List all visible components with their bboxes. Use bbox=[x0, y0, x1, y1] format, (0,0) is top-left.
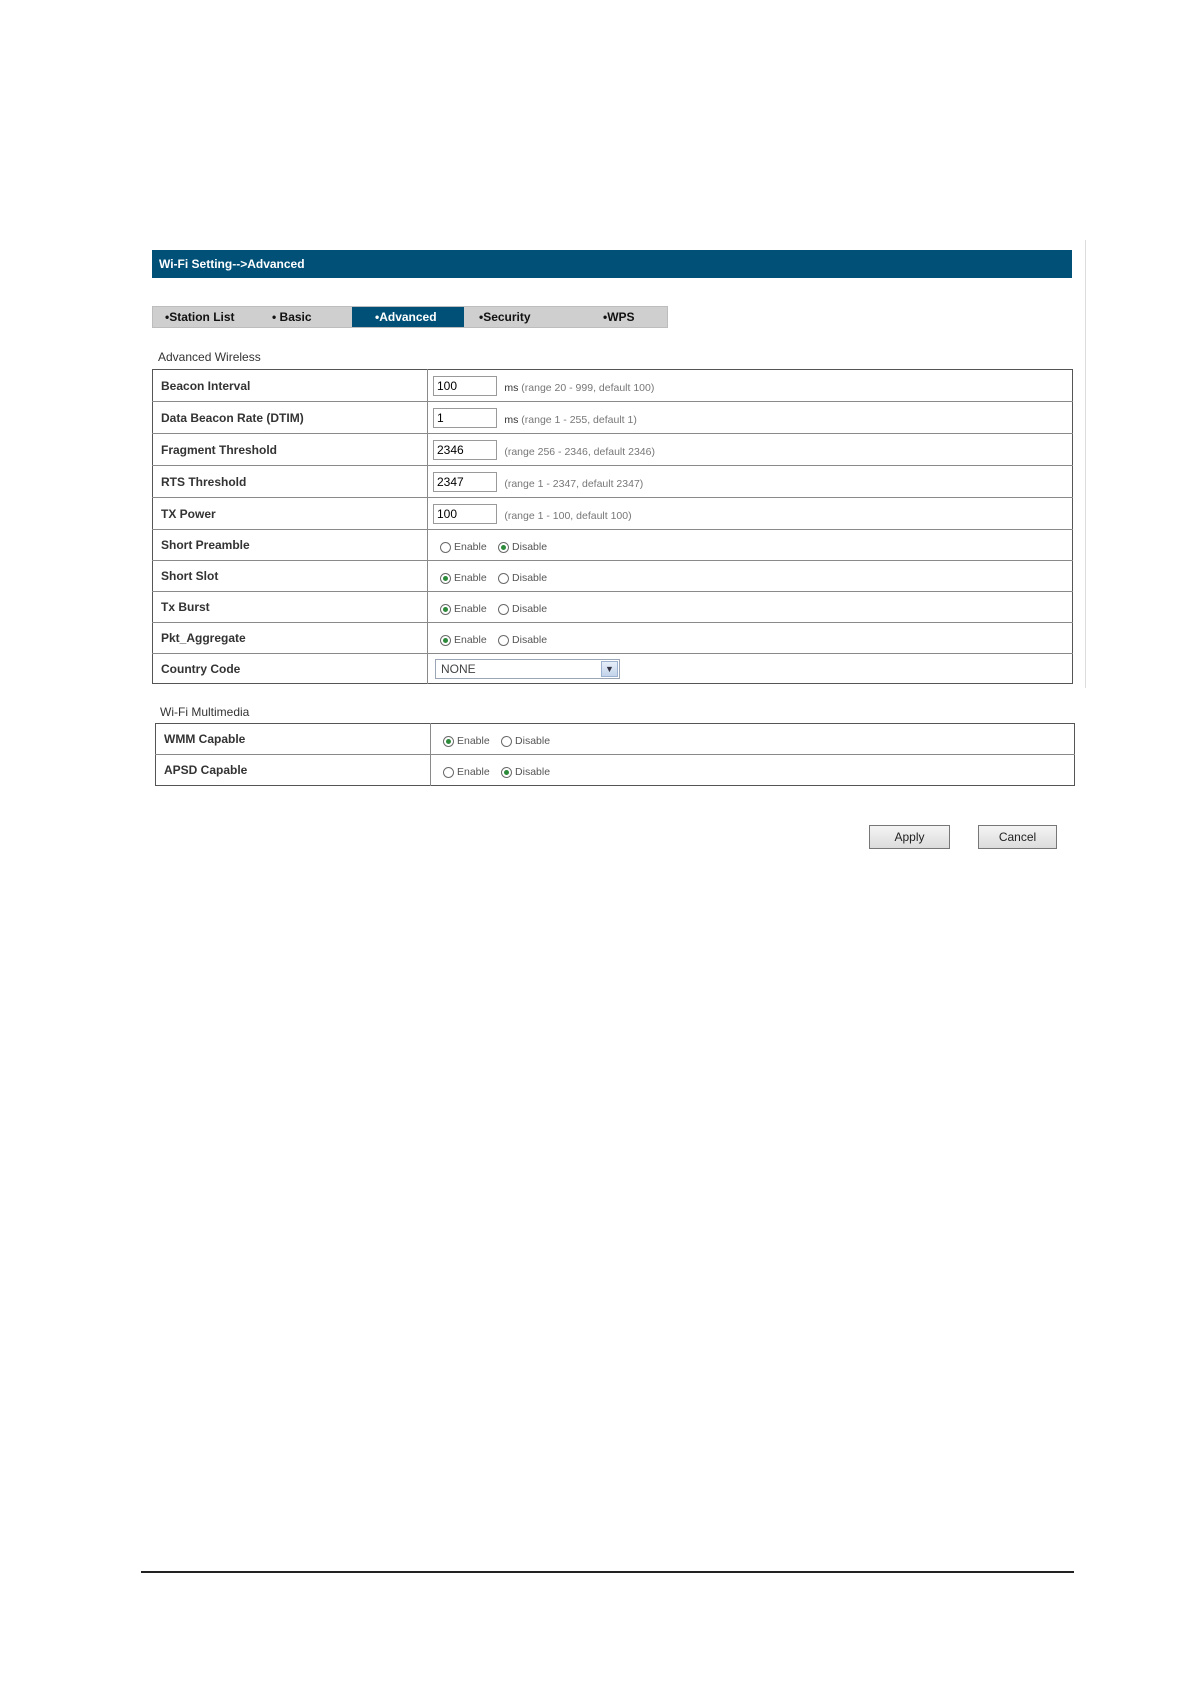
short-slot-radio-group bbox=[440, 571, 555, 585]
rts-threshold-hint: (range 1 - 2347, default 2347) bbox=[504, 477, 644, 490]
cancel-button[interactable]: Cancel bbox=[978, 825, 1057, 849]
chevron-down-icon[interactable]: ▼ bbox=[601, 661, 618, 677]
tx-burst-radio-group bbox=[440, 602, 555, 616]
tab-advanced[interactable]: •Advanced bbox=[352, 307, 464, 327]
wmm-capable-cell bbox=[431, 724, 1075, 755]
apsd-disable-radio[interactable] bbox=[501, 767, 512, 778]
apsd-capable-cell bbox=[431, 755, 1075, 786]
short-preamble-disable-label: Disable bbox=[512, 541, 548, 554]
page-title: Wi-Fi Setting-->Advanced bbox=[152, 250, 1072, 278]
short-preamble-radio-group bbox=[440, 540, 555, 554]
table-row bbox=[153, 466, 1073, 498]
short-slot-disable-label: Disable bbox=[512, 572, 548, 585]
tab-station-list[interactable]: •Station List bbox=[165, 310, 235, 324]
pkt-aggregate-enable-radio[interactable] bbox=[440, 635, 451, 646]
rts-threshold-label: RTS Threshold bbox=[153, 466, 428, 498]
wmm-enable-radio[interactable] bbox=[443, 736, 454, 747]
wifi-multimedia-title: Wi-Fi Multimedia bbox=[160, 705, 250, 719]
wmm-disable-label: Disable bbox=[515, 735, 551, 748]
fragment-threshold-input[interactable] bbox=[433, 440, 497, 460]
dtim-cell bbox=[428, 402, 1073, 434]
tx-burst-enable-label: Enable bbox=[454, 603, 487, 616]
wmm-capable-radio-group bbox=[443, 734, 558, 748]
tx-burst-enable-radio[interactable] bbox=[440, 604, 451, 615]
advanced-wireless-title: Advanced Wireless bbox=[158, 350, 261, 364]
wmm-capable-label: WMM Capable bbox=[156, 724, 431, 755]
tx-power-hint: (range 1 - 100, default 100) bbox=[504, 509, 632, 522]
apsd-enable-radio[interactable] bbox=[443, 767, 454, 778]
beacon-interval-hint: ms (range 20 - 999, default 100) bbox=[504, 381, 655, 394]
short-slot-enable-label: Enable bbox=[454, 572, 487, 585]
advanced-wireless-table bbox=[152, 369, 1073, 684]
wmm-enable-label: Enable bbox=[457, 735, 490, 748]
table-row bbox=[153, 654, 1073, 684]
short-preamble-enable-label: Enable bbox=[454, 541, 487, 554]
tab-wps[interactable]: •WPS bbox=[603, 310, 635, 324]
tab-security[interactable]: •Security bbox=[479, 310, 531, 324]
short-slot-label: Short Slot bbox=[153, 561, 428, 592]
tx-power-label: TX Power bbox=[153, 498, 428, 530]
apply-button[interactable]: Apply bbox=[869, 825, 950, 849]
apsd-disable-label: Disable bbox=[515, 766, 551, 779]
fragment-threshold-cell bbox=[428, 434, 1073, 466]
beacon-interval-label: Beacon Interval bbox=[153, 370, 428, 402]
country-code-cell bbox=[428, 654, 1073, 684]
wifi-multimedia-table bbox=[155, 723, 1075, 786]
short-slot-enable-radio[interactable] bbox=[440, 573, 451, 584]
fragment-threshold-hint: (range 256 - 2346, default 2346) bbox=[504, 445, 655, 458]
table-row bbox=[156, 724, 1075, 755]
country-code-value: NONE bbox=[441, 661, 476, 676]
pkt-aggregate-enable-label: Enable bbox=[454, 634, 487, 647]
table-row bbox=[156, 755, 1075, 786]
tx-burst-disable-radio[interactable] bbox=[498, 604, 509, 615]
short-preamble-disable-radio[interactable] bbox=[498, 542, 509, 553]
table-row bbox=[153, 623, 1073, 654]
table-row bbox=[153, 498, 1073, 530]
apsd-capable-radio-group bbox=[443, 765, 558, 779]
apsd-enable-label: Enable bbox=[457, 766, 490, 779]
short-slot-cell bbox=[428, 561, 1073, 592]
tx-burst-label: Tx Burst bbox=[153, 592, 428, 623]
pkt-aggregate-cell bbox=[428, 623, 1073, 654]
rts-threshold-input[interactable] bbox=[433, 472, 497, 492]
table-row bbox=[153, 561, 1073, 592]
apsd-capable-label: APSD Capable bbox=[156, 755, 431, 786]
short-preamble-label: Short Preamble bbox=[153, 530, 428, 561]
beacon-interval-cell bbox=[428, 370, 1073, 402]
table-row bbox=[153, 592, 1073, 623]
dtim-hint: ms (range 1 - 255, default 1) bbox=[504, 413, 637, 426]
table-row bbox=[153, 370, 1073, 402]
short-preamble-enable-radio[interactable] bbox=[440, 542, 451, 553]
tx-burst-cell bbox=[428, 592, 1073, 623]
dtim-input[interactable] bbox=[433, 408, 497, 428]
pkt-aggregate-disable-label: Disable bbox=[512, 634, 548, 647]
tab-basic[interactable]: • Basic bbox=[272, 310, 312, 324]
table-row bbox=[153, 434, 1073, 466]
beacon-interval-input[interactable] bbox=[433, 376, 497, 396]
pkt-aggregate-label: Pkt_Aggregate bbox=[153, 623, 428, 654]
short-slot-disable-radio[interactable] bbox=[498, 573, 509, 584]
fragment-threshold-label: Fragment Threshold bbox=[153, 434, 428, 466]
tx-burst-disable-label: Disable bbox=[512, 603, 548, 616]
table-row bbox=[153, 402, 1073, 434]
panel-edge bbox=[1085, 240, 1086, 688]
rts-threshold-cell bbox=[428, 466, 1073, 498]
tx-power-input[interactable] bbox=[433, 504, 497, 524]
footer-divider bbox=[141, 1571, 1074, 1573]
pkt-aggregate-radio-group bbox=[440, 633, 555, 647]
pkt-aggregate-disable-radio[interactable] bbox=[498, 635, 509, 646]
wmm-disable-radio[interactable] bbox=[501, 736, 512, 747]
short-preamble-cell bbox=[428, 530, 1073, 561]
country-code-select[interactable] bbox=[435, 659, 620, 679]
dtim-label: Data Beacon Rate (DTIM) bbox=[153, 402, 428, 434]
country-code-label: Country Code bbox=[153, 654, 428, 684]
table-row bbox=[153, 530, 1073, 561]
tx-power-cell bbox=[428, 498, 1073, 530]
tab-bar bbox=[152, 306, 668, 328]
